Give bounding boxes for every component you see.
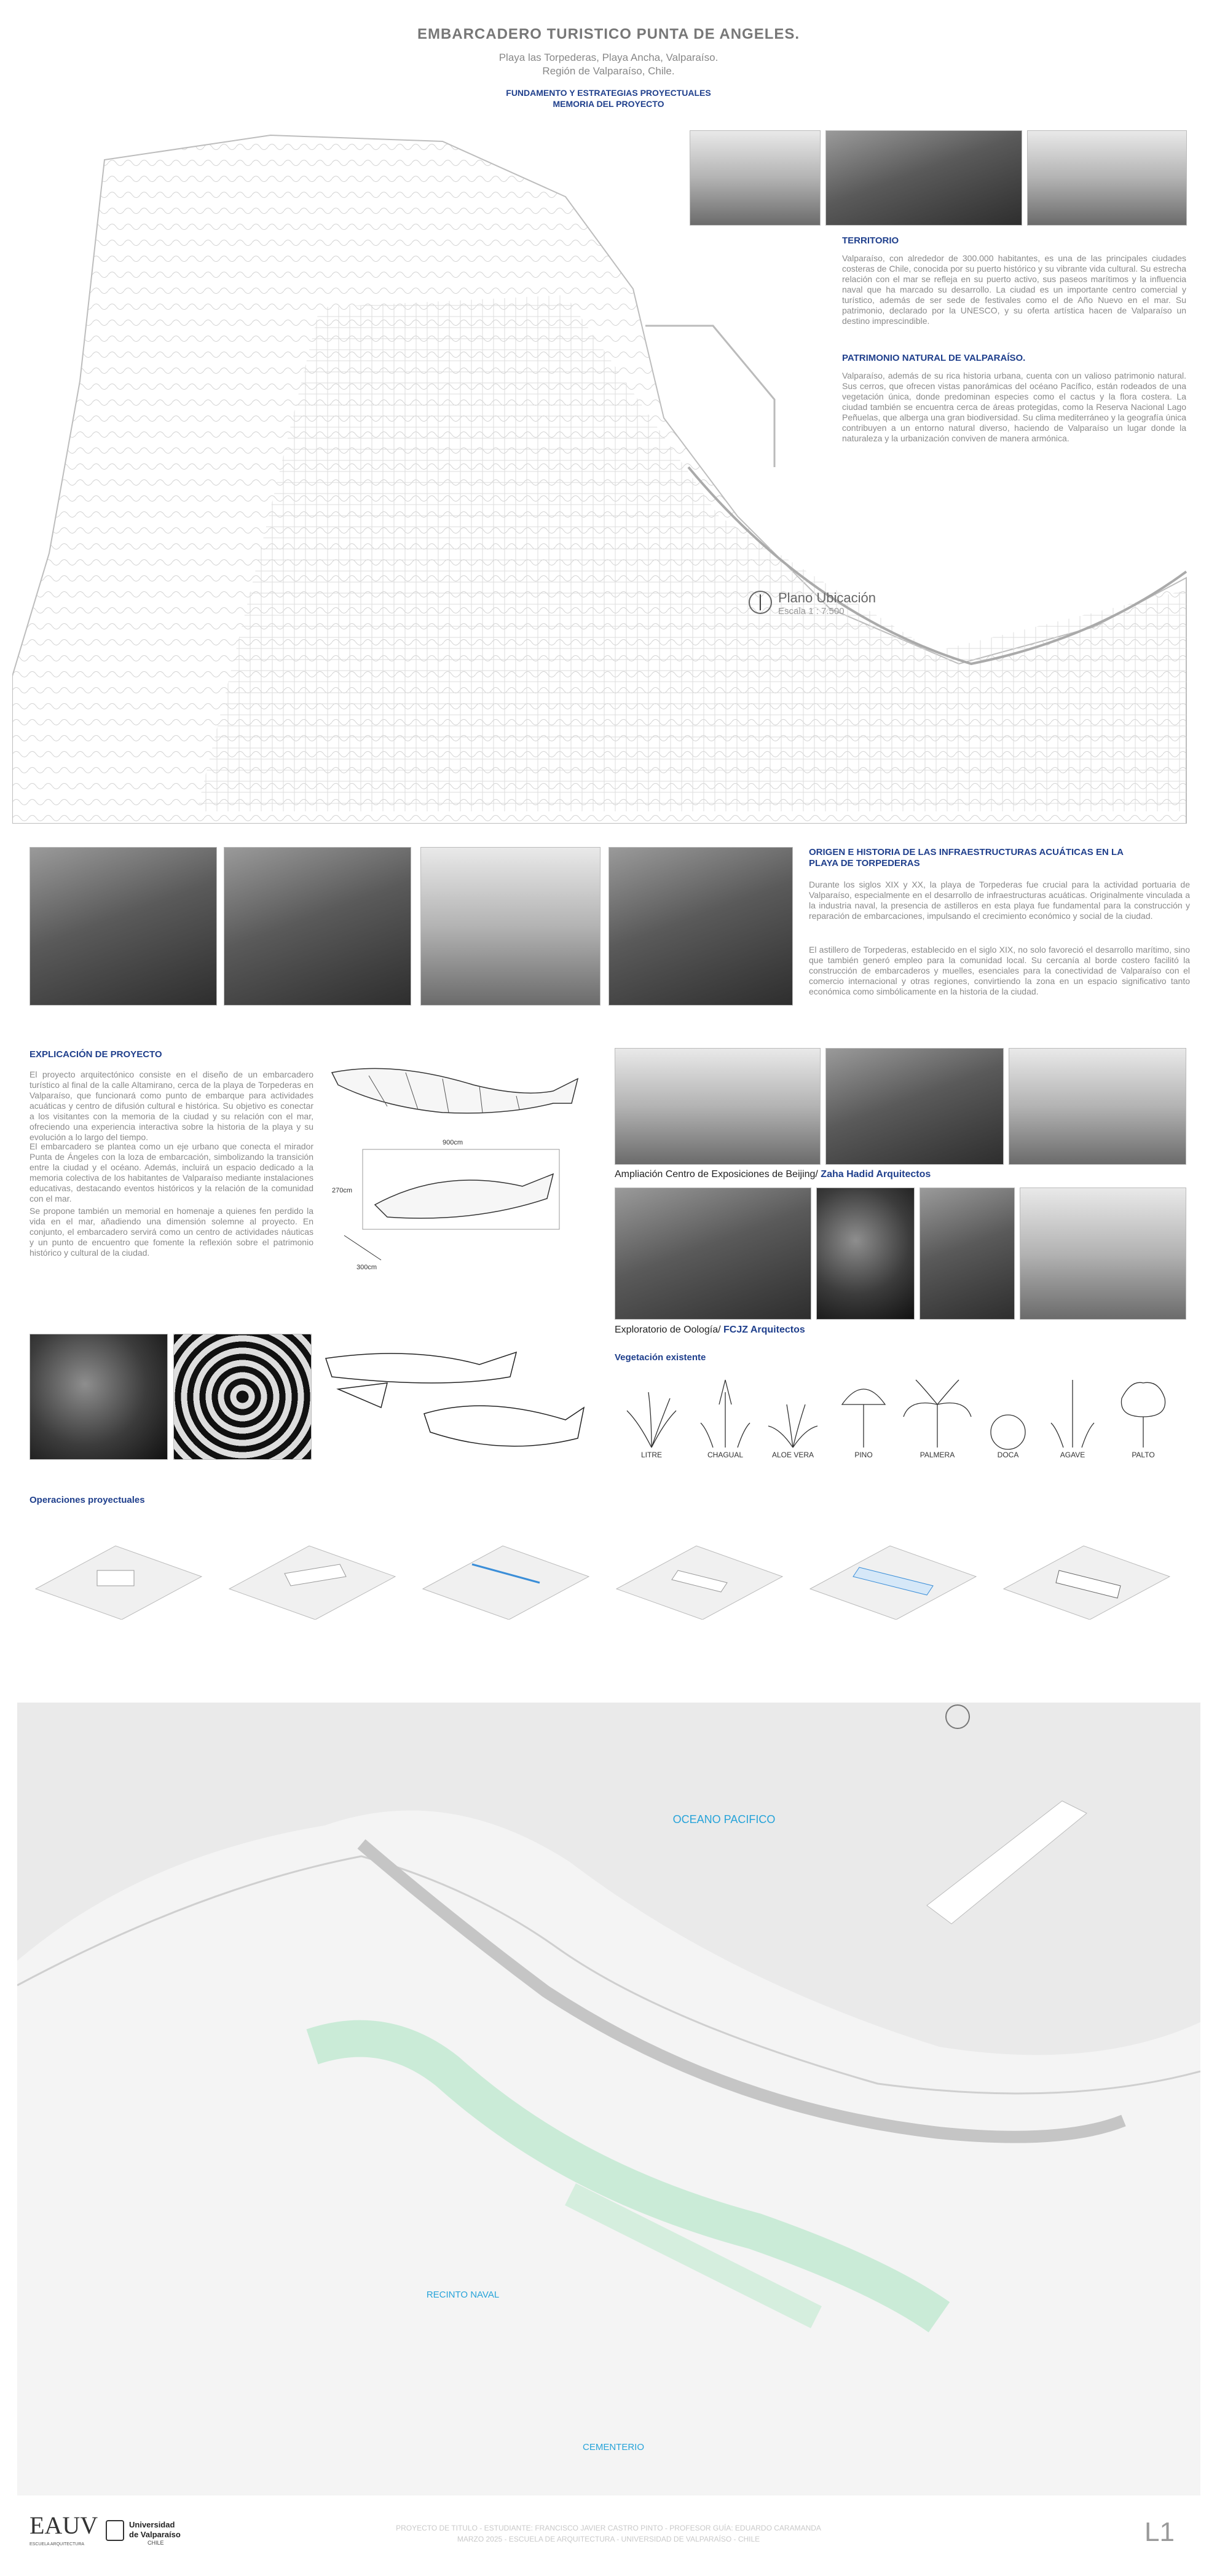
explicacion-text-1: El proyecto arquitectónico consiste en el diseño de un embarcadero turístico al final de la calle Altamirano, cerca de la playa de Torpederas en Valparaíso, que funcionará como punto de embarque para actividades acuáticas y centro de difusión cultural e histórica. Su objetivo es conectar a los visitantes con la memoria de la ciudad y su relación con el mar, ofreciendo una experiencia interactiva sobre la historia de la playa y su evolución a lo largo del tiempo. <box>30 1069 313 1142</box>
credit-line-2: MARZO 2025 - ESCUELA DE ARQUITECTURA - UNIVERSIDAD DE VALPARAÍSO - CHILE <box>457 2535 760 2543</box>
whale-faceted-sketch <box>320 1048 590 1128</box>
plant-label-agave: AGAVE <box>1060 1451 1085 1459</box>
plano-label: Plano Ubicación <box>778 590 876 605</box>
territorio-text: Valparaíso, con alrededor de 300.000 habitantes, es una de las principales ciudades costeras de Chile, conocida por su puerto histórico y su vibrante vida cultural. Su estrecha relación con el mar se refleja en su puerto activo, sus paseos marítimos y la influencia naval que ha marcado su desarrollo. La ciudad es un importante centro comercial y turístico, además de ser sede de festivales como el de Año Nuevo en el mar. Su patrimonio, declarado por la UNESCO, y su oferta artística hacen de Valparaíso un destino imprescindible. <box>842 253 1186 326</box>
plant-label-aloe-vera: ALOE VERA <box>771 1451 814 1459</box>
plano-scale: Escala 1 : 7.500 <box>778 606 845 616</box>
origen-text-1: Durante los siglos XIX y XX, la playa de Torpederas fue crucial para la actividad portuaria de Valparaíso, especialmente en el desarrollo de infraestructuras acuáticas. Originalmente vinculada a la industria naval, la presencia de astilleros en esta playa fue fundamental para la construcción y reparación de embarcaciones, impulsando el crecimiento económico y social de la ciudad. <box>809 880 1190 921</box>
historic-photo-rock-arch <box>30 847 217 1006</box>
oologia-ref-photo-2 <box>816 1188 915 1320</box>
recinto-label: RECINTO NAVAL <box>426 2290 500 2300</box>
page-title: EMBARCADERO TURISTICO PUNTA DE ANGELES. <box>417 26 800 42</box>
beijing-ref-photo-2 <box>825 1048 1004 1165</box>
oologia-ref-photo-3 <box>920 1188 1015 1320</box>
patrimonio-text: Valparaíso, además de su rica historia urbana, cuenta con un valioso patrimonio natural. Sus cerros, que ofrecen vistas panorámicas del océano Pacífico, están rodeados de una vegetación única, donde predominan especies como el cactus y la flora costera. La ciudad también se encuentra cerca de áreas protegidas, como la Reserva Nacional Lago Peñuelas, que alberga una gran biodiversidad. Su clima mediterráneo y la geografía única contribuyen a un entorno natural diverso, haciendo de Valparaíso un lugar donde la naturaleza y la urbanización conviven de manera armónica. <box>842 371 1186 443</box>
territorio-heading: TERRITORIO <box>842 235 899 246</box>
credit-line-1: PROYECTO DE TITULO - ESTUDIANTE: FRANCISCO JAVIER CASTRO PINTO - PROFESOR GUÍA: EDUARDO CARAMANDA <box>396 2524 821 2532</box>
whale-skeleton-photo <box>30 1334 168 1460</box>
sheet-number: L1 <box>1144 2517 1175 2547</box>
explicacion-text-2: El embarcadero se plantea como un eje urbano que conecta el mirador Punta de Ángeles con la loza de embarcación, simbolizando la transición entre la ciudad y el océano. Además, incluirá un espacio dedicado a la memoria colectiva de los habitantes de Valparaíso mediante instalaciones educativas, destacando eventos históricos y la relación de la comunidad con el mar. <box>30 1141 313 1203</box>
whale-line-sketches <box>320 1334 590 1463</box>
plant-label-palto: PALTO <box>1132 1451 1155 1459</box>
valparaiso-photo-1 <box>690 130 821 226</box>
site-plan <box>17 1703 1200 2495</box>
vegetacion-heading: Vegetación existente <box>615 1352 706 1363</box>
eauv-logo: EAUV <box>30 2511 98 2539</box>
patrimonio-heading: PATRIMONIO NATURAL DE VALPARAÍSO. <box>842 353 1026 363</box>
oologia-caption: Exploratorio de Oología/ FCJZ Arquitectos <box>615 1325 805 1335</box>
north-arrow-icon <box>749 591 772 614</box>
operation-diagram-1 <box>30 1521 208 1620</box>
location-line-2: Región de Valparaíso, Chile. <box>542 65 675 77</box>
cementerio-label: CEMENTERIO <box>582 2442 644 2452</box>
valparaiso-photo-3 <box>1027 130 1187 226</box>
section-line-1: FUNDAMENTO Y ESTRATEGIAS PROYECTUALES <box>506 88 711 98</box>
whale-height-label: 270cm <box>332 1187 353 1194</box>
explicacion-heading: EXPLICACIÓN DE PROYECTO <box>30 1049 162 1060</box>
university-name-1: Universidad <box>129 2520 175 2529</box>
operation-diagram-3 <box>417 1521 595 1620</box>
whale-width-label: 300cm <box>356 1264 377 1271</box>
beijing-ref-photo-1 <box>615 1048 821 1165</box>
ocean-label: OCEANO PACIFICO <box>672 1813 776 1826</box>
plant-label-palmera: PALMERA <box>920 1451 955 1459</box>
beijing-caption: Ampliación Centro de Exposiciones de Beijing/ Zaha Hadid Arquitectos <box>615 1169 931 1180</box>
oologia-ref-photo-4 <box>1020 1188 1186 1320</box>
plant-label-doca: DOCA <box>997 1451 1019 1459</box>
oologia-ref-photo-1 <box>615 1188 811 1320</box>
historic-photo-pier <box>224 847 411 1006</box>
plant-label-chagual: CHAGUAL <box>707 1451 743 1459</box>
location-line-1: Playa las Torpederas, Playa Ancha, Valparaíso. <box>498 52 719 63</box>
historic-photo-beach-building <box>420 847 601 1006</box>
city-location-map <box>12 123 1199 824</box>
site-north-icon <box>945 1704 970 1729</box>
site-plan-drawing <box>17 1703 1200 2495</box>
university-name-2: de Valparaíso <box>129 2530 181 2539</box>
valparaiso-photo-2 <box>825 130 1022 226</box>
operation-diagram-2 <box>223 1521 401 1620</box>
vegetation-sketches <box>615 1368 1186 1460</box>
plant-label-litre: LITRE <box>640 1451 662 1459</box>
origen-heading-1: ORIGEN E HISTORIA DE LAS INFRAESTRUCTURAS ACUÁTICAS EN LA <box>809 847 1124 857</box>
beijing-ref-photo-3 <box>1009 1048 1186 1165</box>
explicacion-text-3: Se propone también un memorial en homenaje a quienes fen perdido la vida en el mar, añadiendo una dimensión solemne al proyecto. En conjunto, el embarcadero servirá como un centro de actividades náuticas y un punto de encuentro que fomente la reflexión sobre el patrimonio histórico y cultural de la ciudad. <box>30 1206 313 1258</box>
spiral-rib-photo <box>173 1334 312 1460</box>
operation-diagram-4 <box>610 1521 789 1620</box>
whale-dimension-sketch <box>320 1131 590 1272</box>
operaciones-heading: Operaciones proyectuales <box>30 1495 145 1505</box>
operation-diagram-6 <box>998 1521 1176 1620</box>
section-line-2: MEMORIA DEL PROYECTO <box>553 99 664 109</box>
university-country: CHILE <box>148 2540 164 2546</box>
whale-length-label: 900cm <box>443 1139 463 1146</box>
eauv-logo-sub: ESCUELA ARQUITECTURA <box>30 2542 85 2546</box>
operations-row <box>30 1521 1191 1632</box>
operation-diagram-5 <box>804 1521 982 1620</box>
origen-heading-2: PLAYA DE TORPEDERAS <box>809 858 920 869</box>
historic-photo-crowded-beach <box>608 847 793 1006</box>
plant-label-pino: PINO <box>854 1451 873 1459</box>
origen-text-2: El astillero de Torpederas, establecido en el siglo XIX, no solo favoreció el desarrollo marítimo, sino que también generó empleo para la comunidad local. Su cercanía al borde costero facilitó la construcción de embarcaderos y muelles, esenciales para la conectividad de Valparaíso con el comercio internacional y otras regiones, convirtiendo la zona en un espacio significativo tanto económica como simbólicamente en la historia de la ciudad. <box>809 945 1190 996</box>
